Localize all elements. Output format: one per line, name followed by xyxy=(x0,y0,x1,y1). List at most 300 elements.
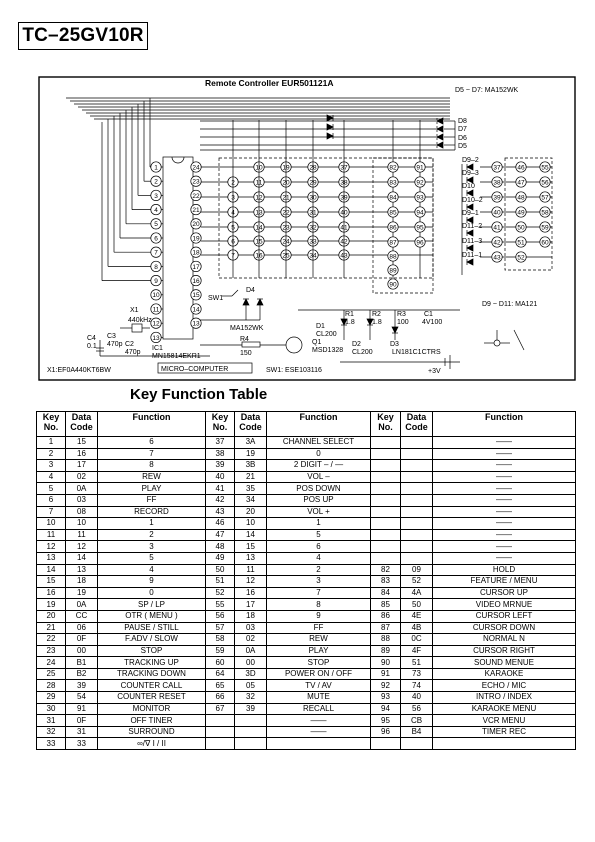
key-number: 12 xyxy=(152,320,160,328)
switch-symbol xyxy=(494,340,500,346)
key-no-cell: 4 xyxy=(37,471,66,483)
diode-label: D11–3 xyxy=(462,238,483,245)
key-no-cell: 5 xyxy=(37,483,66,495)
function-cell: RECORD xyxy=(98,506,206,518)
key-number: 11 xyxy=(152,306,160,314)
key-number: 43 xyxy=(340,252,348,260)
diode-symbol xyxy=(437,142,443,148)
component-label: 470p xyxy=(125,349,141,356)
component-label: LN181C1CTRS xyxy=(392,349,441,356)
key-no-cell xyxy=(371,541,401,553)
data-code-cell: 51 xyxy=(401,657,433,669)
key-number: 82 xyxy=(389,164,397,172)
data-code-cell: 0F xyxy=(66,634,98,646)
key-number: 6 xyxy=(231,238,235,246)
data-code-cell: 21 xyxy=(235,471,267,483)
key-number: 3 xyxy=(154,192,158,200)
data-code-cell: 3A xyxy=(235,437,267,449)
key-no-cell: 29 xyxy=(37,692,66,704)
key-no-cell: 3 xyxy=(37,460,66,472)
function-cell: CURSOR LEFT xyxy=(433,610,576,622)
schematic-title: Remote Controller EUR501121A xyxy=(205,78,334,88)
function-cell: 2 xyxy=(98,529,206,541)
key-number: 91 xyxy=(416,164,424,172)
data-code-cell xyxy=(401,437,433,449)
key-no-cell: 83 xyxy=(371,576,401,588)
function-cell: —— xyxy=(267,726,371,738)
data-code-cell xyxy=(401,529,433,541)
key-number: 37 xyxy=(493,164,501,172)
key-number: 38 xyxy=(340,179,348,187)
data-code-cell: 31 xyxy=(66,726,98,738)
key-number: 32 xyxy=(309,224,317,232)
key-number: 86 xyxy=(389,224,397,232)
key-no-cell: 94 xyxy=(371,703,401,715)
col-header: Function xyxy=(433,412,576,437)
key-no-cell: 7 xyxy=(37,506,66,518)
key-no-cell: 1 xyxy=(37,437,66,449)
key-number: 60 xyxy=(541,239,549,247)
col-header: Data Code xyxy=(401,412,433,437)
component-label: 440kHz xyxy=(128,317,152,324)
function-cell: PLAY xyxy=(267,645,371,657)
data-code-cell xyxy=(235,715,267,727)
data-code-cell xyxy=(235,738,267,750)
key-no-cell xyxy=(371,529,401,541)
diode-label: D10–2 xyxy=(462,197,483,204)
data-code-cell: 16 xyxy=(66,448,98,460)
key-no-cell: 21 xyxy=(37,622,66,634)
table-row xyxy=(37,518,576,530)
key-number: 43 xyxy=(493,254,501,262)
table-row xyxy=(37,564,576,576)
key-no-cell: 28 xyxy=(37,680,66,692)
function-cell: MONITOR xyxy=(98,703,206,715)
key-no-cell xyxy=(371,738,401,750)
key-number: 46 xyxy=(517,164,525,172)
col-header: Key No. xyxy=(206,412,235,437)
key-no-cell xyxy=(206,726,235,738)
function-cell: RECALL xyxy=(267,703,371,715)
diode-label: D8 xyxy=(458,118,467,125)
function-cell: 4 xyxy=(98,564,206,576)
key-number: 2 xyxy=(231,179,235,187)
diode-label: D9 ~ D11: MA121 xyxy=(482,301,538,308)
key-no-cell: 51 xyxy=(206,576,235,588)
data-code-cell: CC xyxy=(66,610,98,622)
key-number: 59 xyxy=(541,224,549,232)
table-row xyxy=(37,437,576,449)
function-cell: —— xyxy=(433,483,576,495)
function-cell: PAUSE / STILL xyxy=(98,622,206,634)
component-label: C2 xyxy=(125,341,134,348)
function-cell: VIDEO MRNUE xyxy=(433,599,576,611)
data-code-cell: 91 xyxy=(66,703,98,715)
function-cell: VOL – xyxy=(267,471,371,483)
key-number: 13 xyxy=(192,320,200,328)
key-no-cell: 23 xyxy=(37,645,66,657)
function-cell: 0 xyxy=(98,587,206,599)
function-cell: 7 xyxy=(98,448,206,460)
key-no-cell xyxy=(371,552,401,564)
key-no-cell: 22 xyxy=(37,634,66,646)
table-row xyxy=(37,645,576,657)
data-code-cell: 14 xyxy=(66,552,98,564)
function-cell: CURSOR DOWN xyxy=(433,622,576,634)
table-row xyxy=(37,622,576,634)
key-no-cell: 59 xyxy=(206,645,235,657)
key-no-cell: 65 xyxy=(206,680,235,692)
table-row xyxy=(37,541,576,553)
crystal-symbol xyxy=(132,324,142,332)
key-no-cell: 49 xyxy=(206,552,235,564)
col-header: Key No. xyxy=(37,412,66,437)
function-cell: TIMER REC xyxy=(433,726,576,738)
data-code-cell: 0C xyxy=(401,634,433,646)
diode-label: D7 xyxy=(458,126,467,133)
key-number: 15 xyxy=(192,292,200,300)
diode-label: D9–3 xyxy=(462,170,479,177)
component-label: 1.8 xyxy=(345,319,355,326)
data-code-cell: 20 xyxy=(235,506,267,518)
table-row xyxy=(37,715,576,727)
key-no-cell xyxy=(371,471,401,483)
function-cell: STOP xyxy=(267,657,371,669)
function-cell: —— xyxy=(433,494,576,506)
function-cell: TRACKING UP xyxy=(98,657,206,669)
key-number: 31 xyxy=(309,209,317,217)
component-label: C3 xyxy=(107,333,116,340)
function-cell: COUNTER CALL xyxy=(98,680,206,692)
table-row xyxy=(37,576,576,588)
data-code-cell: 74 xyxy=(401,680,433,692)
key-number: 37 xyxy=(340,164,348,172)
key-number: 57 xyxy=(541,194,549,202)
data-code-cell: 73 xyxy=(401,668,433,680)
remote-controller-schematic xyxy=(0,0,595,390)
data-code-cell: 03 xyxy=(66,494,98,506)
key-no-cell: 60 xyxy=(206,657,235,669)
function-cell: PLAY xyxy=(98,483,206,495)
table-row xyxy=(37,460,576,472)
diode-symbol xyxy=(467,230,473,236)
data-code-cell xyxy=(401,460,433,472)
data-code-cell: 0A xyxy=(66,483,98,495)
transistor-symbol xyxy=(286,337,302,353)
component-label: CL200 xyxy=(352,349,373,356)
function-cell: 2 DIGIT – / — xyxy=(267,460,371,472)
function-cell: REW xyxy=(267,634,371,646)
key-number: 90 xyxy=(389,281,397,289)
function-cell xyxy=(267,738,371,750)
function-cell: CHANNEL SELECT xyxy=(267,437,371,449)
key-number: 25 xyxy=(282,252,290,260)
function-cell: —— xyxy=(433,437,576,449)
data-code-cell xyxy=(401,518,433,530)
component-label: SW1: ESE103116 xyxy=(266,367,322,374)
key-number: 8 xyxy=(154,263,158,271)
data-code-cell xyxy=(401,552,433,564)
component-label: 0.1 xyxy=(87,343,97,350)
data-code-cell: B4 xyxy=(401,726,433,738)
diode-symbol xyxy=(467,190,473,196)
function-cell: COUNTER RESET xyxy=(98,692,206,704)
data-code-cell: 18 xyxy=(66,576,98,588)
component-label: 1.8 xyxy=(372,319,382,326)
wire xyxy=(232,290,238,296)
key-no-cell: 87 xyxy=(371,622,401,634)
data-code-cell: 15 xyxy=(235,541,267,553)
function-cell: 6 xyxy=(267,541,371,553)
key-matrix-frame xyxy=(219,158,433,278)
key-no-cell: 24 xyxy=(37,657,66,669)
key-no-cell: 31 xyxy=(37,715,66,727)
table-row xyxy=(37,668,576,680)
function-cell: TRACKING DOWN xyxy=(98,668,206,680)
key-no-cell xyxy=(371,448,401,460)
function-cell: CURSOR UP xyxy=(433,587,576,599)
key-no-cell: 20 xyxy=(37,610,66,622)
key-function-table-title: Key Function Table xyxy=(130,386,268,403)
function-cell: KARAOKE xyxy=(433,668,576,680)
key-no-cell: 93 xyxy=(371,692,401,704)
col-header: Function xyxy=(267,412,371,437)
table-row xyxy=(37,703,576,715)
key-number: 88 xyxy=(389,253,397,261)
key-number: 20 xyxy=(282,179,290,187)
key-number: 34 xyxy=(309,252,317,260)
table-row xyxy=(37,680,576,692)
key-number: 95 xyxy=(416,224,424,232)
function-cell: —— xyxy=(433,471,576,483)
key-no-cell: 86 xyxy=(371,610,401,622)
function-cell: —— xyxy=(267,715,371,727)
ic-notch xyxy=(172,157,184,163)
data-code-cell: 12 xyxy=(66,541,98,553)
key-number: 13 xyxy=(255,209,263,217)
component-label: 470p xyxy=(107,341,123,348)
diode-symbol xyxy=(467,245,473,251)
table-row xyxy=(37,506,576,518)
component-label: 4V100 xyxy=(422,319,443,326)
key-no-cell: 66 xyxy=(206,692,235,704)
key-no-cell: 96 xyxy=(371,726,401,738)
key-number: 92 xyxy=(416,179,424,187)
function-cell: TV / AV xyxy=(267,680,371,692)
data-code-cell: 4B xyxy=(401,622,433,634)
function-cell: POS UP xyxy=(267,494,371,506)
data-code-cell: 00 xyxy=(235,657,267,669)
data-code-cell: 18 xyxy=(235,610,267,622)
data-code-cell xyxy=(401,471,433,483)
key-number: 93 xyxy=(416,194,424,202)
key-number: 11 xyxy=(255,179,263,187)
key-number: 14 xyxy=(192,306,200,314)
ic-body xyxy=(163,157,193,339)
key-number: 42 xyxy=(493,239,501,247)
key-number: 12 xyxy=(255,194,263,202)
data-code-cell: 0A xyxy=(235,645,267,657)
key-no-cell: 14 xyxy=(37,564,66,576)
key-no-cell: 37 xyxy=(206,437,235,449)
table-row xyxy=(37,610,576,622)
function-cell: —— xyxy=(433,448,576,460)
table-row xyxy=(37,471,576,483)
data-code-cell xyxy=(401,506,433,518)
data-code-cell: 3D xyxy=(235,668,267,680)
component-label: D2 xyxy=(352,341,361,348)
function-cell: 9 xyxy=(267,610,371,622)
function-cell: OTR ( MENU ) xyxy=(98,610,206,622)
data-code-cell: 39 xyxy=(66,680,98,692)
key-number: 83 xyxy=(389,179,397,187)
key-no-cell: 67 xyxy=(206,703,235,715)
data-code-cell: 00 xyxy=(66,645,98,657)
component-label: 150 xyxy=(240,350,252,357)
function-cell: 7 xyxy=(267,587,371,599)
data-code-cell: 12 xyxy=(235,576,267,588)
function-cell: INTRO / INDEX xyxy=(433,692,576,704)
key-no-cell: 64 xyxy=(206,668,235,680)
key-number: 42 xyxy=(340,238,348,246)
key-number: 13 xyxy=(152,334,160,342)
key-no-cell: 95 xyxy=(371,715,401,727)
key-number: 89 xyxy=(389,267,397,275)
key-no-cell: 43 xyxy=(206,506,235,518)
data-code-cell: 02 xyxy=(66,471,98,483)
key-no-cell: 32 xyxy=(37,726,66,738)
diode-symbol xyxy=(437,134,443,140)
data-code-cell: 05 xyxy=(235,680,267,692)
key-number: 2 xyxy=(154,178,158,186)
key-no-cell xyxy=(371,506,401,518)
data-code-cell: 09 xyxy=(401,564,433,576)
key-number: 19 xyxy=(282,164,290,172)
data-code-cell: 4F xyxy=(401,645,433,657)
key-no-cell: 2 xyxy=(37,448,66,460)
table-row xyxy=(37,587,576,599)
data-code-cell: 08 xyxy=(66,506,98,518)
key-number: 5 xyxy=(231,224,235,232)
function-cell: —— xyxy=(433,506,576,518)
component-label: CL200 xyxy=(316,331,337,338)
key-number: 6 xyxy=(154,235,158,243)
data-code-cell: 0F xyxy=(66,715,98,727)
key-number: 49 xyxy=(517,209,525,217)
key-number: 85 xyxy=(389,209,397,217)
function-cell: —— xyxy=(433,541,576,553)
key-no-cell: 82 xyxy=(371,564,401,576)
key-no-cell: 88 xyxy=(371,634,401,646)
key-number: 16 xyxy=(255,252,263,260)
data-code-cell: B1 xyxy=(66,657,98,669)
data-code-cell: 34 xyxy=(235,494,267,506)
data-code-cell: 40 xyxy=(401,692,433,704)
diode-symbol xyxy=(243,299,249,305)
key-no-cell: 33 xyxy=(37,738,66,750)
component-label: MSD1328 xyxy=(312,347,344,354)
component-label: SW1 xyxy=(208,295,224,302)
component-label: MA152WK xyxy=(230,325,264,332)
key-no-cell: 58 xyxy=(206,634,235,646)
key-number: 24 xyxy=(192,164,200,172)
key-number: 24 xyxy=(282,238,290,246)
col-header: Data Code xyxy=(235,412,267,437)
key-no-cell: 55 xyxy=(206,599,235,611)
diode-label: D5 ~ D7: MA152WK xyxy=(455,87,519,94)
key-number: 4 xyxy=(154,207,158,214)
function-cell: 4 xyxy=(267,552,371,564)
diode-symbol xyxy=(437,126,443,132)
function-cell: MUTE xyxy=(267,692,371,704)
function-cell: ∞/∇ I / II xyxy=(98,738,206,750)
data-code-cell: B2 xyxy=(66,668,98,680)
key-no-cell: 15 xyxy=(37,576,66,588)
data-code-cell: 02 xyxy=(235,634,267,646)
data-code-cell: 4E xyxy=(401,610,433,622)
table-row xyxy=(37,448,576,460)
key-number: 48 xyxy=(517,194,525,202)
component-label: Q1 xyxy=(312,339,322,346)
key-no-cell: 52 xyxy=(206,587,235,599)
data-code-cell xyxy=(401,494,433,506)
key-no-cell xyxy=(206,738,235,750)
function-cell: 3 xyxy=(98,541,206,553)
diode-label: D10 xyxy=(462,183,475,190)
diode-label: D11–2 xyxy=(462,223,483,230)
table-row xyxy=(37,738,576,750)
data-code-cell: 4A xyxy=(401,587,433,599)
component-label: R4 xyxy=(240,336,249,343)
table-row xyxy=(37,634,576,646)
function-cell: 1 xyxy=(98,518,206,530)
data-code-cell xyxy=(401,541,433,553)
function-cell: FF xyxy=(267,622,371,634)
diode-symbol xyxy=(257,299,263,305)
key-no-cell xyxy=(371,483,401,495)
function-cell: 6 xyxy=(98,437,206,449)
data-code-cell: 19 xyxy=(235,448,267,460)
component-label: X1:EF0A440KT6BW xyxy=(47,367,111,374)
col-header: Data Code xyxy=(66,412,98,437)
data-code-cell: 03 xyxy=(235,622,267,634)
key-number: 18 xyxy=(192,249,200,257)
data-code-cell: 33 xyxy=(66,738,98,750)
table-row xyxy=(37,529,576,541)
key-no-cell: 48 xyxy=(206,541,235,553)
function-cell: HOLD xyxy=(433,564,576,576)
key-no-cell: 85 xyxy=(371,599,401,611)
key-number: 56 xyxy=(541,179,549,187)
function-cell: —— xyxy=(433,552,576,564)
data-code-cell xyxy=(235,726,267,738)
function-cell: 0 xyxy=(267,448,371,460)
function-cell: SURROUND xyxy=(98,726,206,738)
key-number: 28 xyxy=(309,164,317,172)
component-label: +3V xyxy=(428,368,441,375)
key-no-cell: 39 xyxy=(206,460,235,472)
key-number: 39 xyxy=(493,194,501,202)
data-code-cell: 13 xyxy=(66,564,98,576)
key-no-cell: 41 xyxy=(206,483,235,495)
diode-symbol xyxy=(327,133,333,139)
key-no-cell xyxy=(371,494,401,506)
component-label: X1 xyxy=(130,307,139,314)
function-cell: REW xyxy=(98,471,206,483)
key-number: 23 xyxy=(282,224,290,232)
function-cell: —— xyxy=(433,460,576,472)
function-cell: SOUND MENUE xyxy=(433,657,576,669)
